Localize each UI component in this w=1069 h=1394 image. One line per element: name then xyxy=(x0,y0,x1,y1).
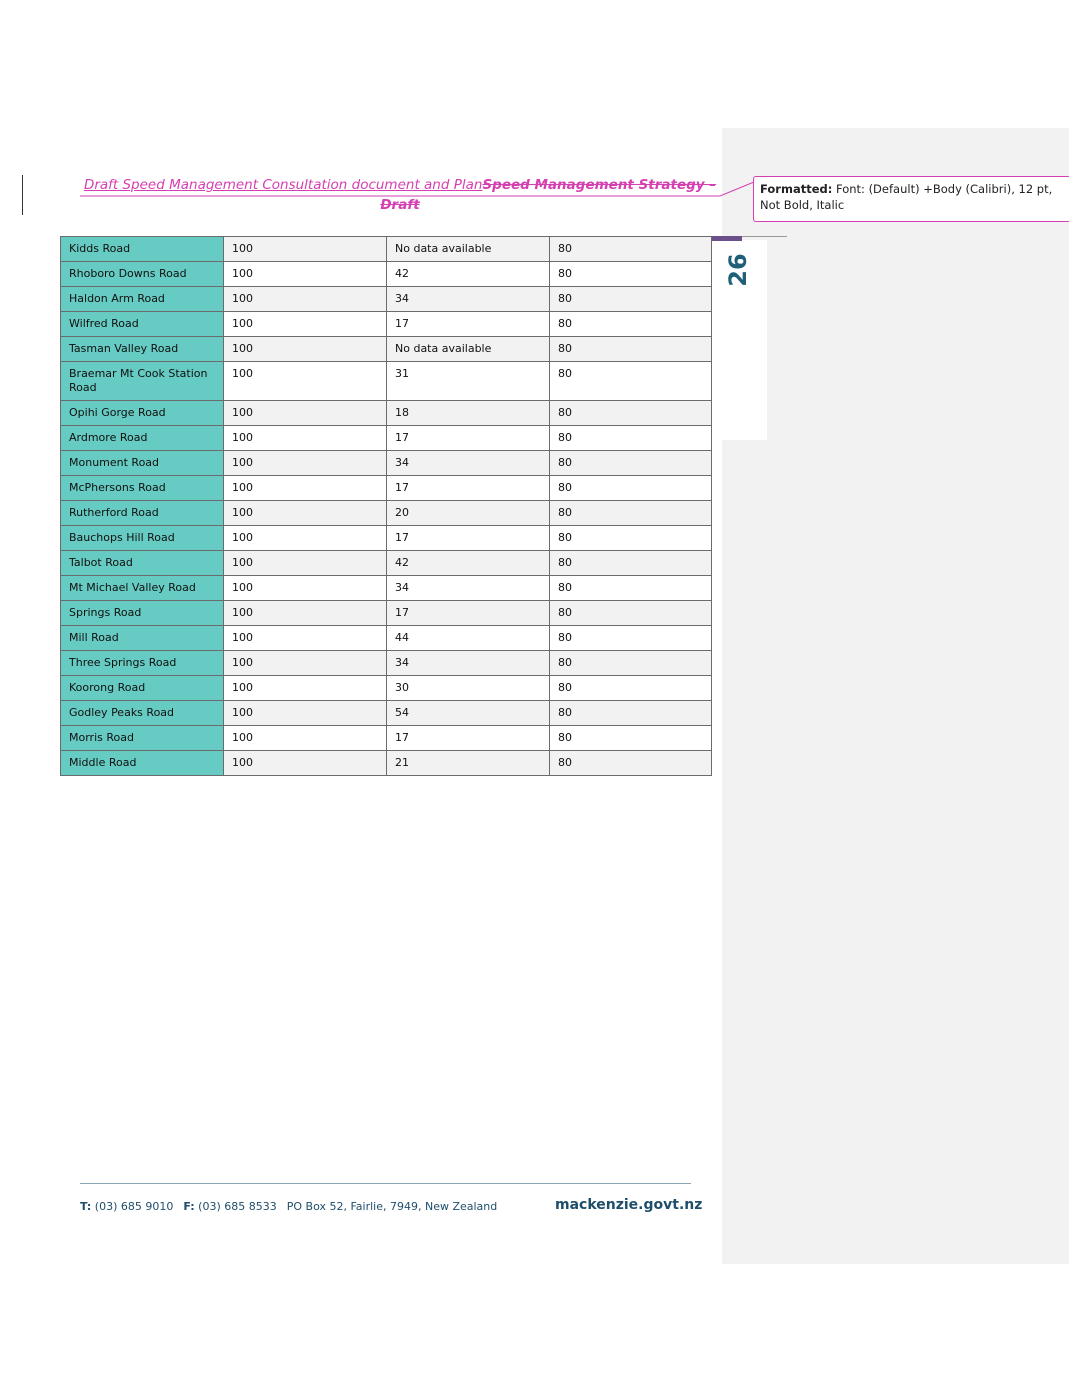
table-cell: 42 xyxy=(387,551,550,576)
table-row xyxy=(61,362,712,401)
table-cell: 100 xyxy=(224,237,387,262)
road-name-cell: Rutherford Road xyxy=(61,501,224,526)
table-row xyxy=(61,312,712,337)
road-name-cell: Bauchops Hill Road xyxy=(61,526,224,551)
table-cell: 100 xyxy=(224,262,387,287)
table-cell: 80 xyxy=(550,751,712,776)
table-cell: 100 xyxy=(224,451,387,476)
road-name-cell: Morris Road xyxy=(61,726,224,751)
road-name-cell: Opihi Gorge Road xyxy=(61,401,224,426)
table-row xyxy=(61,676,712,701)
road-name-cell: Godley Peaks Road xyxy=(61,701,224,726)
table-cell: 80 xyxy=(550,551,712,576)
table-cell: 80 xyxy=(550,626,712,651)
road-name-cell: McPhersons Road xyxy=(61,476,224,501)
table-cell: 100 xyxy=(224,576,387,601)
table-cell: No data available xyxy=(387,237,550,262)
header-inserted-text: Draft Speed Management Consultation document and Plan xyxy=(83,177,483,193)
table-row xyxy=(61,601,712,626)
table-cell: 80 xyxy=(550,362,712,401)
table-cell: 100 xyxy=(224,426,387,451)
road-name-cell: Springs Road xyxy=(61,601,224,626)
table-row xyxy=(61,287,712,312)
table-cell: 34 xyxy=(387,576,550,601)
table-cell: 30 xyxy=(387,676,550,701)
table-cell: 17 xyxy=(387,726,550,751)
table-cell: 80 xyxy=(550,426,712,451)
table-cell: 17 xyxy=(387,426,550,451)
table-cell: 17 xyxy=(387,601,550,626)
table-cell: 80 xyxy=(550,337,712,362)
table-row xyxy=(61,237,712,262)
road-name-cell: Tasman Valley Road xyxy=(61,337,224,362)
table-cell: 80 xyxy=(550,476,712,501)
fax-number: (03) 685 8533 xyxy=(194,1200,277,1213)
page-tab-accent xyxy=(712,236,742,241)
table-cell: 80 xyxy=(550,726,712,751)
table-cell: 100 xyxy=(224,312,387,337)
table-cell: 34 xyxy=(387,651,550,676)
table-row xyxy=(61,451,712,476)
road-name-cell: Koorong Road xyxy=(61,676,224,701)
table-cell: 100 xyxy=(224,701,387,726)
table-cell: 80 xyxy=(550,676,712,701)
website-link[interactable]: mackenzie.govt.nz xyxy=(555,1197,703,1213)
table-cell: 44 xyxy=(387,626,550,651)
phone-number: (03) 685 9010 xyxy=(91,1200,174,1213)
road-name-cell: Monument Road xyxy=(61,451,224,476)
document-header xyxy=(80,175,720,215)
table-cell: 21 xyxy=(387,751,550,776)
table-cell: 100 xyxy=(224,401,387,426)
table-cell: 80 xyxy=(550,237,712,262)
table-cell: 100 xyxy=(224,751,387,776)
table-cell: 80 xyxy=(550,601,712,626)
road-name-cell: Three Springs Road xyxy=(61,651,224,676)
postal-address: PO Box 52, Fairlie, 7949, New Zealand xyxy=(286,1200,498,1213)
table-row xyxy=(61,426,712,451)
table-cell: 100 xyxy=(224,601,387,626)
table-row xyxy=(61,337,712,362)
header-deleted-text: Speed Management Strategy – Draft xyxy=(380,177,717,213)
table-cell: 100 xyxy=(224,362,387,401)
table-row xyxy=(61,501,712,526)
table-cell: 100 xyxy=(224,337,387,362)
road-name-cell: Haldon Arm Road xyxy=(61,287,224,312)
road-name-cell: Mt Michael Valley Road xyxy=(61,576,224,601)
table-cell: 80 xyxy=(550,312,712,337)
table-cell: 80 xyxy=(550,287,712,312)
table-row xyxy=(61,476,712,501)
table-cell: 17 xyxy=(387,476,550,501)
table-cell: 80 xyxy=(550,701,712,726)
table-cell: 17 xyxy=(387,526,550,551)
table-cell: 80 xyxy=(550,401,712,426)
table-cell: 54 xyxy=(387,701,550,726)
table-cell: 80 xyxy=(550,526,712,551)
table-row xyxy=(61,726,712,751)
table-cell: 100 xyxy=(224,501,387,526)
road-name-cell: Ardmore Road xyxy=(61,426,224,451)
table-cell: 80 xyxy=(550,262,712,287)
table-row xyxy=(61,401,712,426)
table-cell: 100 xyxy=(224,726,387,751)
table-cell: 34 xyxy=(387,287,550,312)
table-cell: 100 xyxy=(224,626,387,651)
table-cell: 20 xyxy=(387,501,550,526)
table-row xyxy=(61,751,712,776)
table-cell: 80 xyxy=(550,451,712,476)
comment-label: Formatted: xyxy=(760,182,833,196)
table-cell: 100 xyxy=(224,287,387,312)
table-row xyxy=(61,626,712,651)
fax-label: F: xyxy=(183,1200,195,1213)
road-name-cell: Wilfred Road xyxy=(61,312,224,337)
table-cell: No data available xyxy=(387,337,550,362)
change-bar xyxy=(22,175,23,215)
table-cell: 34 xyxy=(387,451,550,476)
table-cell: 100 xyxy=(224,526,387,551)
road-name-cell: Middle Road xyxy=(61,751,224,776)
page-number: 26 xyxy=(724,253,752,287)
table-cell: 100 xyxy=(224,551,387,576)
road-speed-table xyxy=(60,236,712,776)
table-cell: 18 xyxy=(387,401,550,426)
table-row xyxy=(61,551,712,576)
phone-label: T: xyxy=(80,1200,92,1213)
road-name-cell: Talbot Road xyxy=(61,551,224,576)
table-cell: 17 xyxy=(387,312,550,337)
footer-rule xyxy=(80,1183,691,1184)
table-row xyxy=(61,651,712,676)
road-name-cell: Mill Road xyxy=(61,626,224,651)
table-cell: 80 xyxy=(550,651,712,676)
road-name-cell: Rhoboro Downs Road xyxy=(61,262,224,287)
table-row xyxy=(61,701,712,726)
table-row xyxy=(61,262,712,287)
footer-contact xyxy=(80,1200,497,1213)
formatting-comment[interactable] xyxy=(753,176,1069,222)
table-cell: 100 xyxy=(224,476,387,501)
road-name-cell: Braemar Mt Cook Station Road xyxy=(61,362,224,401)
comment-text: Font: (Default) +Body (Calibri), 12 pt, Not Bold, Italic xyxy=(760,182,1053,212)
markup-pane xyxy=(722,128,1069,1264)
table-row xyxy=(61,576,712,601)
table-cell: 100 xyxy=(224,651,387,676)
table-cell: 80 xyxy=(550,576,712,601)
table-cell: 80 xyxy=(550,501,712,526)
table-cell: 31 xyxy=(387,362,550,401)
table-cell: 42 xyxy=(387,262,550,287)
table-cell: 100 xyxy=(224,676,387,701)
page-tab-rule xyxy=(742,236,787,237)
road-name-cell: Kidds Road xyxy=(61,237,224,262)
table-row xyxy=(61,526,712,551)
